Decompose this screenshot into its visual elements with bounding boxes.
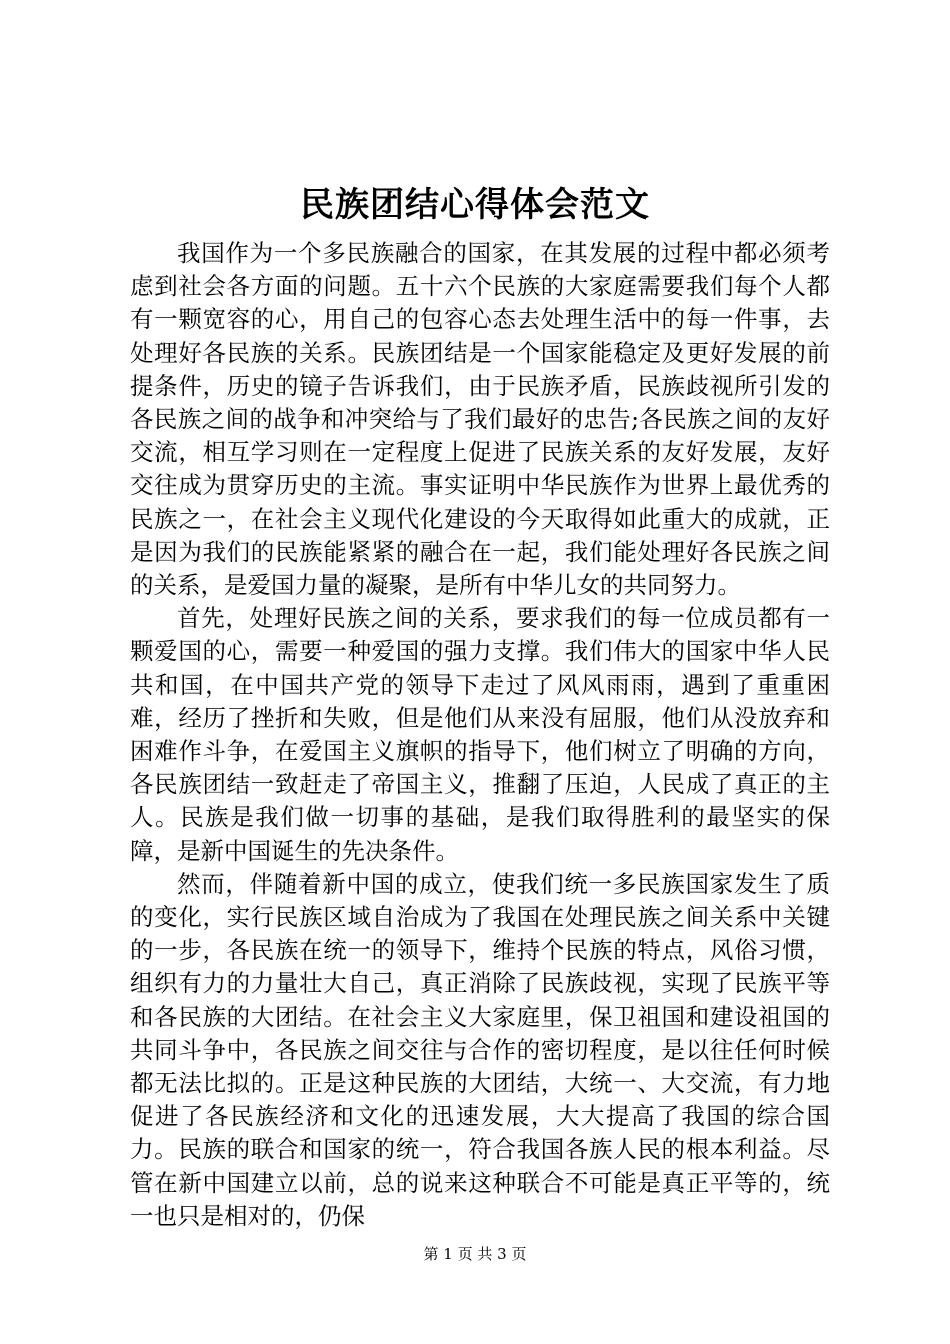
page-footer: 第 1 页 共 3 页 (423, 1245, 527, 1263)
document-body (130, 237, 830, 1233)
paragraph: 我国作为一个多民族融合的国家，在其发展的过程中都必须考虑到社会各方面的问题。五十六个民族的大家庭需要我们每个人都有一颗宽容的心，用自己的包容心态去处理生活中的每一件事，去处理好各民族的关系。民族团结是一个国家能稳定及更好发展的前提条件，历史的镜子告诉我们，由于民族矛盾，民族歧视所引发的各民族之间的战争和冲突给与了我们最好的忠告;各民族之间的友好交流，相互学习则在一定程度上促进了民族关系的友好发展，友好交往成为贯穿历史的主流。事实证明中华民族作为世界上最优秀的民族之一，在社会主义现代化建设的今天取得如此重大的成就，正是因为我们的民族能紧紧的融合在一起，我们能处理好各民族之间的关系，是爱国力量的凝聚，是所有中华儿女的共同努力。 (130, 239, 830, 600)
paragraph: 然而，伴随着新中国的成立，使我们统一多民族国家发生了质的变化，实行民族区域自治成为了我国在处理民族之间关系中关键的一步，各民族在统一的领导下，维持个民族的特点，风俗习惯，组织有力的力量壮大自己，真正消除了民族歧视，实现了民族平等和各民族的大团结。在社会主义大家庭里，保卫祖国和建设祖国的共同斗争中，各民族之间交往与合作的密切程度，是以往任何时候都无法比拟的。正是这种民族的大团结，大统一、大交流，有力地促进了各民族经济和文化的迅速发展，大大提高了我国的综合国力。民族的联合和国家的统一，符合我国各族人民的根本利益。尽管在新中国建立以前，总的说来这种联合不可能是真正平等的，统一也只是相对的，仍保 (130, 869, 830, 1230)
paragraph: 首先，处理好民族之间的关系，要求我们的每一位成员都有一颗爱国的心，需要一种爱国的强力支撑。我们伟大的国家中华人民共和国，在中国共产党的领导下走过了风风雨雨，遇到了重重困难，经历了挫折和失败，但是他们从来没有屈服，他们从没放弃和困难作斗争，在爱国主义旗帜的指导下，他们树立了明确的方向，各民族团结一致赶走了帝国主义，推翻了压迫，人民成了真正的主人。民族是我们做一切事的基础，是我们取得胜利的最坚实的保障，是新中国诞生的先决条件。 (130, 604, 830, 865)
document-title: 民族团结心得体会范文 (300, 185, 650, 225)
